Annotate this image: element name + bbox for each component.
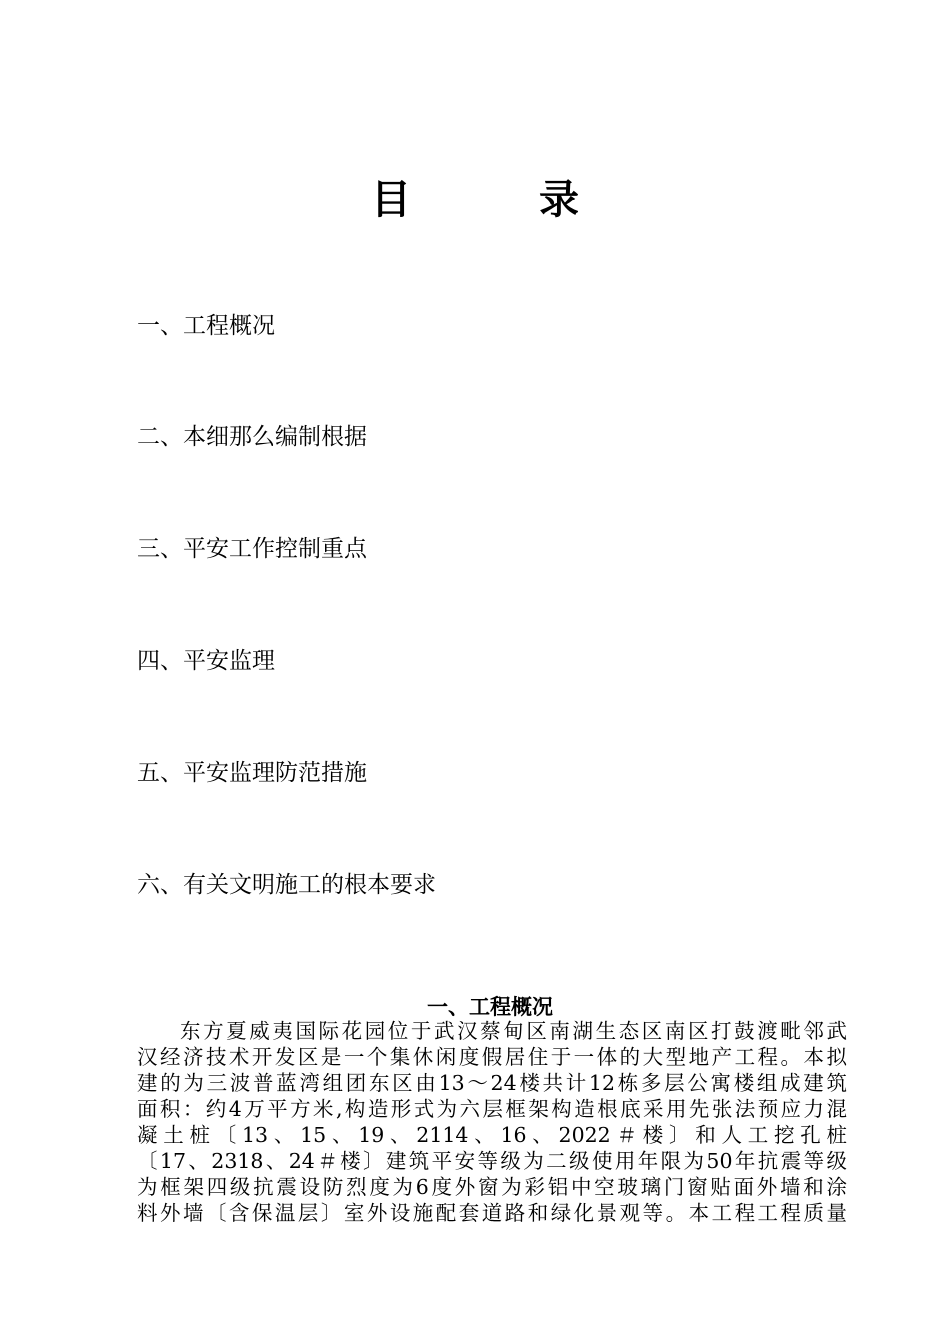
toc-item-civilized-construction: 六、有关文明施工的根本要求 bbox=[137, 872, 436, 898]
toc-item-key-points: 三、平安工作控制重点 bbox=[137, 536, 367, 562]
paragraph-line: 〔17、2318、24＃楼〕建筑平安等级为二级使用年限为50年抗震等级 bbox=[137, 1149, 847, 1173]
paragraph-line: 汉经济技术开发区是一个集休闲度假居住于一体的大型地产工程。本拟 bbox=[137, 1045, 847, 1069]
toc-item-basis: 二、本细那么编制根据 bbox=[137, 424, 367, 450]
toc-item-overview: 一、工程概况 bbox=[137, 313, 275, 339]
toc-title: 目 录 bbox=[371, 176, 623, 223]
paragraph-line: 凝土桩〔13、15、19、2114、16、2022＃楼〕和人工挖孔桩 bbox=[137, 1123, 847, 1147]
paragraph-line: 东方夏威夷国际花园位于武汉蔡甸区南湖生态区南区打鼓渡毗邻武 bbox=[180, 1019, 847, 1043]
toc-item-supervision: 四、平安监理 bbox=[137, 648, 275, 674]
toc-item-measures: 五、平安监理防范措施 bbox=[137, 760, 367, 786]
paragraph-line: 料外墙〔含保温层〕室外设施配套道路和绿化景观等。本工程工程质量 bbox=[137, 1201, 847, 1225]
section-heading: 一、工程概况 bbox=[427, 995, 553, 1019]
paragraph-line: 面积：约4万平方米,构造形式为六层框架构造根底采用先张法预应力混 bbox=[137, 1097, 847, 1121]
paragraph-line: 建的为三波普蓝湾组团东区由13～24楼共计12栋多层公寓楼组成建筑 bbox=[137, 1071, 847, 1095]
paragraph-line: 为框架四级抗震设防烈度为6度外窗为彩铝中空玻璃门窗贴面外墙和涂 bbox=[137, 1175, 847, 1199]
